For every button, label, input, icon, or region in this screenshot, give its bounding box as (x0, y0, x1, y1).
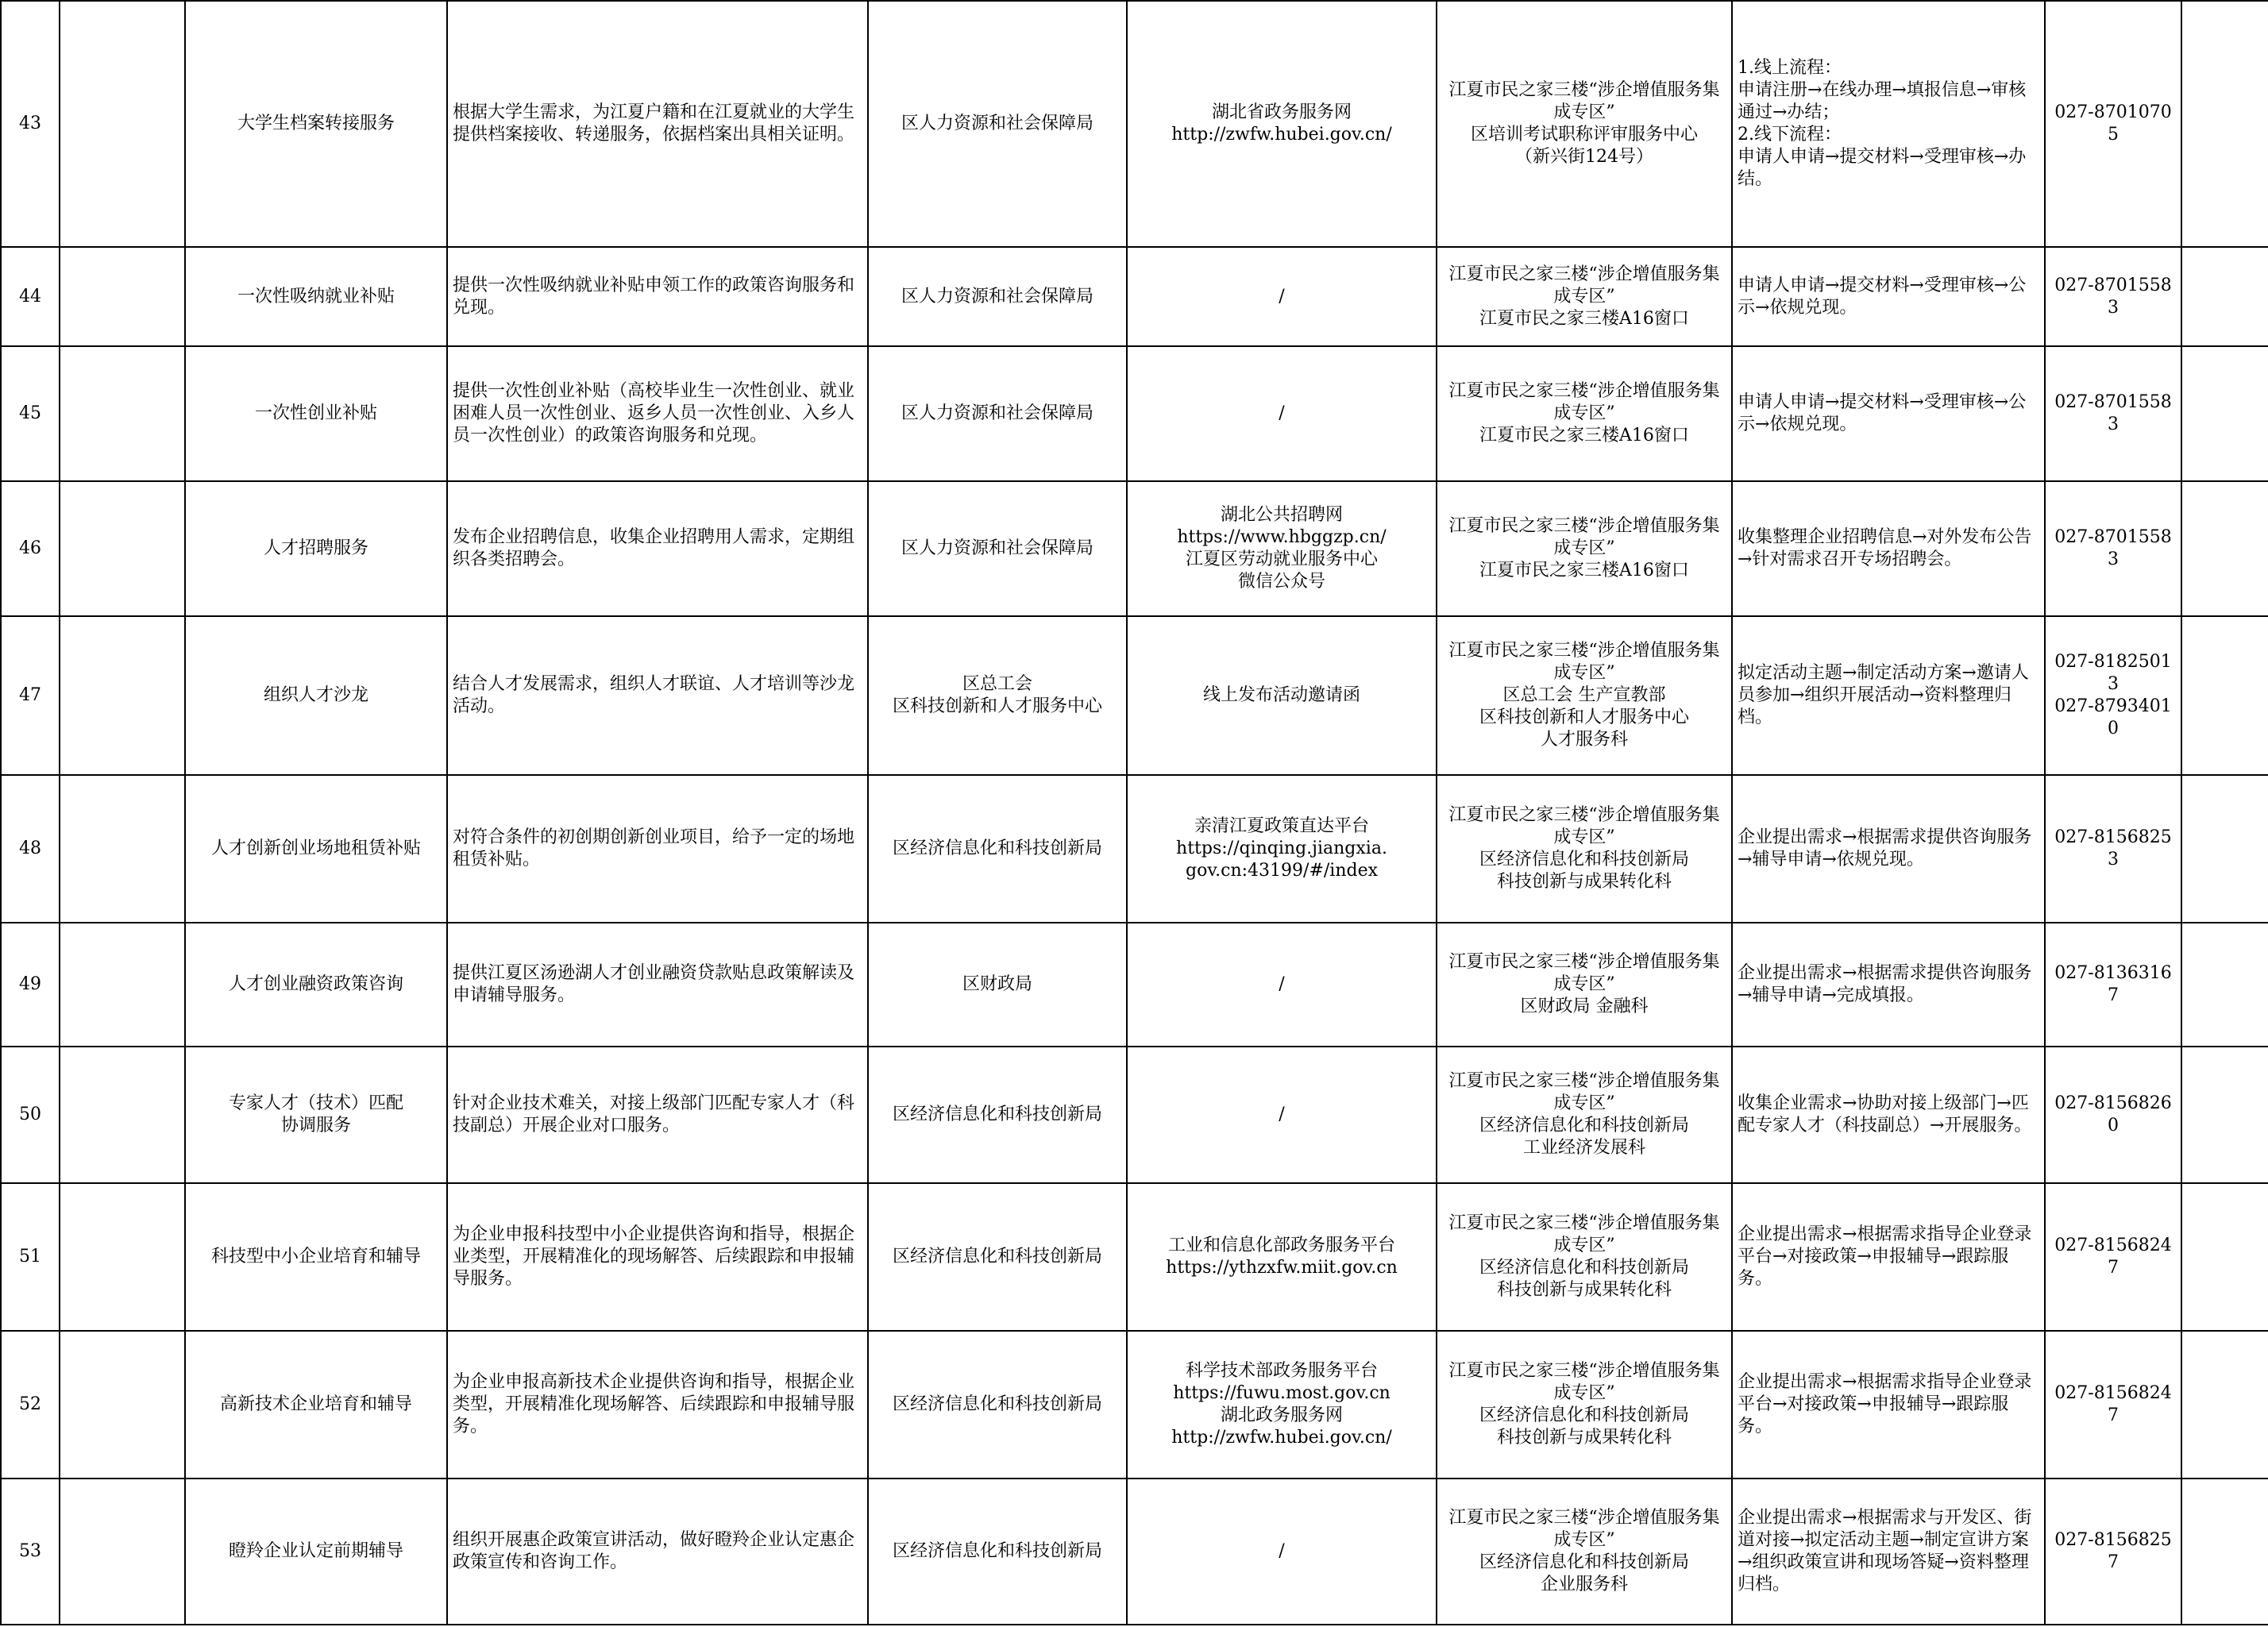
table-row (1, 1047, 2268, 1183)
category-cell (60, 923, 185, 1047)
remarks-cell (2181, 775, 2268, 923)
row-number: 44 (1, 247, 60, 346)
service-process: 1.线上流程： 申请注册→在线办理→填报信息→审核通过→办结； 2.线下流程： 申请人申请→提交材料→受理审核→办结。 (1732, 1, 2045, 247)
service-location: 江夏市民之家三楼“涉企增值服务集成专区” 江夏市民之家三楼A16窗口 (1437, 247, 1732, 346)
category-cell (60, 346, 185, 481)
service-description: 针对企业技术难关，对接上级部门匹配专家人才（科技副总）开展企业对口服务。 (447, 1047, 868, 1183)
online-channel: 科学技术部政务服务平台 https://fuwu.most.gov.cn 湖北政务服务网 http://zwfw.hubei.gov.cn/ (1127, 1331, 1437, 1479)
remarks-cell (2181, 481, 2268, 616)
service-process: 企业提出需求→根据需求指导企业登录平台→对接政策→申报辅导→跟踪服务。 (1732, 1331, 2045, 1479)
responsible-department: 区人力资源和社会保障局 (868, 481, 1127, 616)
service-description: 结合人才发展需求，组织人才联谊、人才培训等沙龙活动。 (447, 616, 868, 775)
responsible-department: 区人力资源和社会保障局 (868, 1, 1127, 247)
service-name: 人才创业融资政策咨询 (185, 923, 447, 1047)
remarks-cell (2181, 1183, 2268, 1331)
online-channel: / (1127, 346, 1437, 481)
service-description: 根据大学生需求，为江夏户籍和在江夏就业的大学生提供档案接收、转递服务，依据档案出具相关证明。 (447, 1, 868, 247)
service-description: 提供一次性吸纳就业补贴申领工作的政策咨询服务和兑现。 (447, 247, 868, 346)
row-number: 48 (1, 775, 60, 923)
row-number: 47 (1, 616, 60, 775)
online-channel: / (1127, 1047, 1437, 1183)
service-name: 大学生档案转接服务 (185, 1, 447, 247)
responsible-department: 区人力资源和社会保障局 (868, 346, 1127, 481)
service-location: 江夏市民之家三楼“涉企增值服务集成专区” 区经济信息化和科技创新局 科技创新与成果转化科 (1437, 1331, 1732, 1479)
service-name: 科技型中小企业培育和辅导 (185, 1183, 447, 1331)
online-channel: / (1127, 923, 1437, 1047)
service-name: 瞪羚企业认定前期辅导 (185, 1479, 447, 1625)
service-process: 收集企业需求→协助对接上级部门→匹配专家人才（科技副总）→开展服务。 (1732, 1047, 2045, 1183)
contact-phone: 027-87015583 (2045, 481, 2181, 616)
responsible-department: 区总工会 区科技创新和人才服务中心 (868, 616, 1127, 775)
online-channel: 线上发布活动邀请函 (1127, 616, 1437, 775)
table-row (1, 1, 2268, 247)
service-process: 企业提出需求→根据需求与开发区、街道对接→拟定活动主题→制定宣讲方案→组织政策宣讲和现场答疑→资料整理归档。 (1732, 1479, 2045, 1625)
service-location: 江夏市民之家三楼“涉企增值服务集成专区” 江夏市民之家三楼A16窗口 (1437, 481, 1732, 616)
service-location: 江夏市民之家三楼“涉企增值服务集成专区” 区总工会 生产宣教部 区科技创新和人才服务中心 人才服务科 (1437, 616, 1732, 775)
category-cell (60, 775, 185, 923)
contact-phone: 027-87010705 (2045, 1, 2181, 247)
contact-phone: 027-81568260 (2045, 1047, 2181, 1183)
contact-phone: 027-81568257 (2045, 1479, 2181, 1625)
service-location: 江夏市民之家三楼“涉企增值服务集成专区” 区经济信息化和科技创新局 工业经济发展科 (1437, 1047, 1732, 1183)
table-row (1, 1479, 2268, 1625)
remarks-cell (2181, 1479, 2268, 1625)
remarks-cell (2181, 1047, 2268, 1183)
responsible-department: 区人力资源和社会保障局 (868, 247, 1127, 346)
service-description: 组织开展惠企政策宣讲活动，做好瞪羚企业认定惠企政策宣传和咨询工作。 (447, 1479, 868, 1625)
online-channel: 湖北公共招聘网 https://www.hbggzp.cn/ 江夏区劳动就业服务中心 微信公众号 (1127, 481, 1437, 616)
service-name: 一次性吸纳就业补贴 (185, 247, 447, 346)
service-name: 一次性创业补贴 (185, 346, 447, 481)
contact-phone: 027-81568247 (2045, 1183, 2181, 1331)
category-cell (60, 1, 185, 247)
table-row (1, 1331, 2268, 1479)
table-row (1, 247, 2268, 346)
service-description: 对符合条件的初创期创新创业项目，给予一定的场地租赁补贴。 (447, 775, 868, 923)
table-row (1, 923, 2268, 1047)
service-name: 人才招聘服务 (185, 481, 447, 616)
table-row (1, 616, 2268, 775)
contact-phone: 027-87015583 (2045, 346, 2181, 481)
service-name: 高新技术企业培育和辅导 (185, 1331, 447, 1479)
online-channel: 亲清江夏政策直达平台 https://qinqing.jiangxia. gov.cn:43199/#/index (1127, 775, 1437, 923)
service-location: 江夏市民之家三楼“涉企增值服务集成专区” 区经济信息化和科技创新局 科技创新与成果转化科 (1437, 775, 1732, 923)
responsible-department: 区经济信息化和科技创新局 (868, 1183, 1127, 1331)
service-location: 江夏市民之家三楼“涉企增值服务集成专区” 区培训考试职称评审服务中心 （新兴街124号） (1437, 1, 1732, 247)
service-location: 江夏市民之家三楼“涉企增值服务集成专区” 江夏市民之家三楼A16窗口 (1437, 346, 1732, 481)
category-cell (60, 247, 185, 346)
contact-phone: 027-81363167 (2045, 923, 2181, 1047)
table-row (1, 481, 2268, 616)
service-process: 企业提出需求→根据需求提供咨询服务→辅导申请→完成填报。 (1732, 923, 2045, 1047)
service-process: 企业提出需求→根据需求提供咨询服务→辅导申请→依规兑现。 (1732, 775, 2045, 923)
service-process: 拟定活动主题→制定活动方案→邀请人员参加→组织开展活动→资料整理归档。 (1732, 616, 2045, 775)
remarks-cell (2181, 346, 2268, 481)
contact-phone: 027-81568247 (2045, 1331, 2181, 1479)
service-description: 为企业申报科技型中小企业提供咨询和指导，根据企业类型，开展精准化的现场解答、后续跟踪和申报辅导服务。 (447, 1183, 868, 1331)
responsible-department: 区经济信息化和科技创新局 (868, 1047, 1127, 1183)
service-process: 申请人申请→提交材料→受理审核→公示→依规兑现。 (1732, 247, 2045, 346)
row-number: 52 (1, 1331, 60, 1479)
responsible-department: 区经济信息化和科技创新局 (868, 1479, 1127, 1625)
contact-phone: 027-87015583 (2045, 247, 2181, 346)
service-location: 江夏市民之家三楼“涉企增值服务集成专区” 区经济信息化和科技创新局 科技创新与成果转化科 (1437, 1183, 1732, 1331)
remarks-cell (2181, 616, 2268, 775)
remarks-cell (2181, 923, 2268, 1047)
table-row (1, 346, 2268, 481)
service-name: 人才创新创业场地租赁补贴 (185, 775, 447, 923)
row-number: 51 (1, 1183, 60, 1331)
row-number: 49 (1, 923, 60, 1047)
service-description: 提供一次性创业补贴（高校毕业生一次性创业、就业困难人员一次性创业、返乡人员一次性创业、入乡人员一次性创业）的政策咨询服务和兑现。 (447, 346, 868, 481)
contact-phone: 027-81825013 027-87934010 (2045, 616, 2181, 775)
online-channel: 工业和信息化部政务服务平台 https://ythzxfw.miit.gov.cn (1127, 1183, 1437, 1331)
category-cell (60, 481, 185, 616)
category-cell (60, 1479, 185, 1625)
responsible-department: 区经济信息化和科技创新局 (868, 775, 1127, 923)
online-channel: / (1127, 247, 1437, 346)
table-body (1, 1, 2268, 1625)
row-number: 53 (1, 1479, 60, 1625)
table-row (1, 1183, 2268, 1331)
contact-phone: 027-81568253 (2045, 775, 2181, 923)
online-channel: / (1127, 1479, 1437, 1625)
service-name: 专家人才（技术）匹配 协调服务 (185, 1047, 447, 1183)
category-cell (60, 1047, 185, 1183)
responsible-department: 区财政局 (868, 923, 1127, 1047)
remarks-cell (2181, 247, 2268, 346)
table-row (1, 775, 2268, 923)
row-number: 46 (1, 481, 60, 616)
remarks-cell (2181, 1, 2268, 247)
service-process: 申请人申请→提交材料→受理审核→公示→依规兑现。 (1732, 346, 2045, 481)
category-cell (60, 1183, 185, 1331)
category-cell (60, 1331, 185, 1479)
category-cell (60, 616, 185, 775)
row-number: 50 (1, 1047, 60, 1183)
service-description: 为企业申报高新技术企业提供咨询和指导，根据企业类型，开展精准化现场解答、后续跟踪和申报辅导服务。 (447, 1331, 868, 1479)
service-location: 江夏市民之家三楼“涉企增值服务集成专区” 区经济信息化和科技创新局 企业服务科 (1437, 1479, 1732, 1625)
service-description: 发布企业招聘信息，收集企业招聘用人需求，定期组织各类招聘会。 (447, 481, 868, 616)
remarks-cell (2181, 1331, 2268, 1479)
service-process: 企业提出需求→根据需求指导企业登录平台→对接政策→申报辅导→跟踪服务。 (1732, 1183, 2045, 1331)
service-description: 提供江夏区汤逊湖人才创业融资贷款贴息政策解读及申请辅导服务。 (447, 923, 868, 1047)
row-number: 43 (1, 1, 60, 247)
service-process: 收集整理企业招聘信息→对外发布公告→针对需求召开专场招聘会。 (1732, 481, 2045, 616)
online-channel: 湖北省政务服务网 http://zwfw.hubei.gov.cn/ (1127, 1, 1437, 247)
row-number: 45 (1, 346, 60, 481)
responsible-department: 区经济信息化和科技创新局 (868, 1331, 1127, 1479)
service-location: 江夏市民之家三楼“涉企增值服务集成专区” 区财政局 金融科 (1437, 923, 1732, 1047)
service-name: 组织人才沙龙 (185, 616, 447, 775)
